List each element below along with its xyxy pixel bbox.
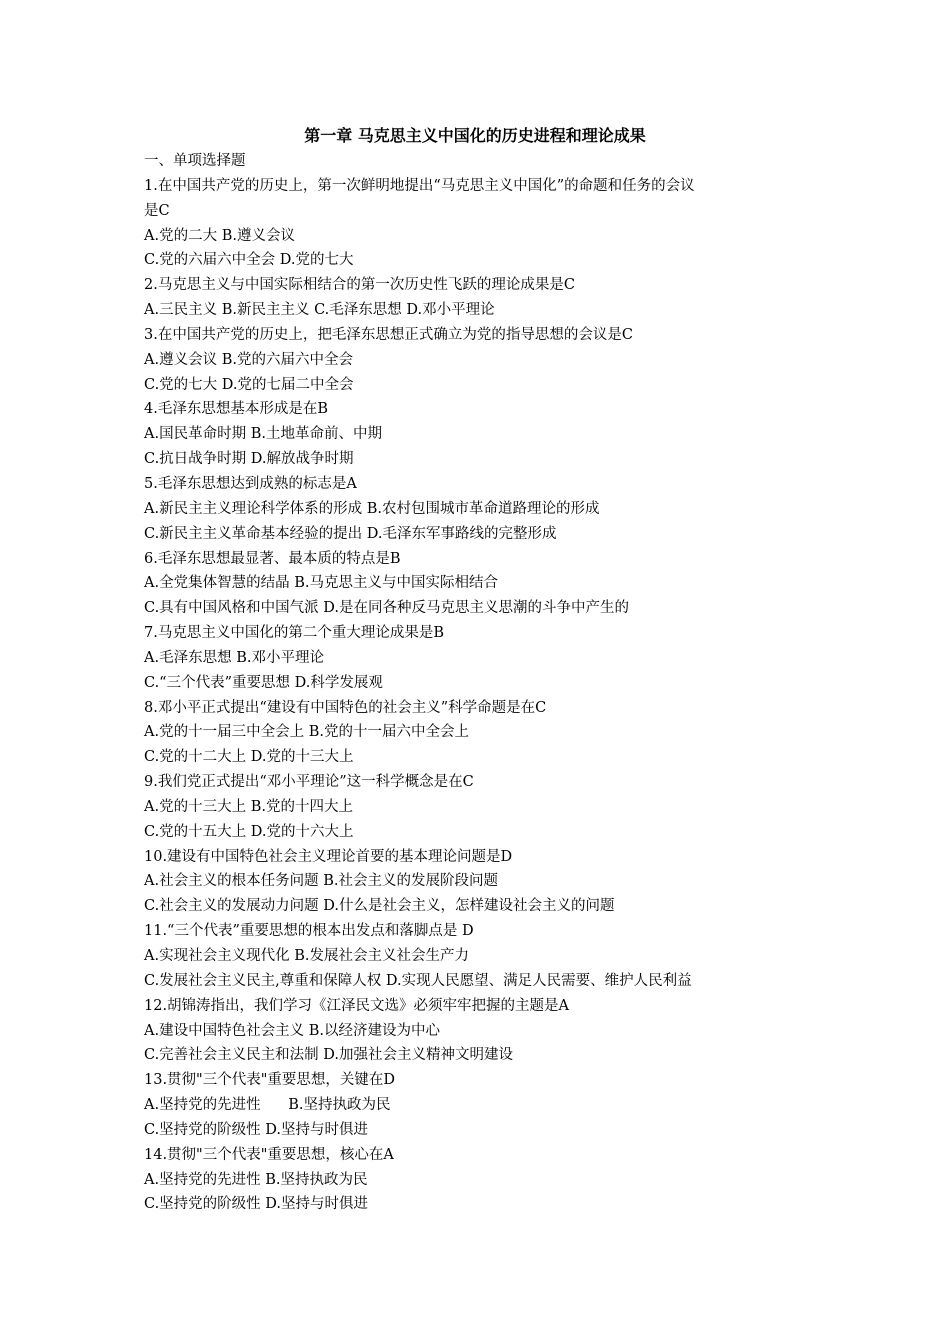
- question-9-options-cd: C.党的十五大上 D.党的十六大上: [144, 823, 354, 840]
- question-12-options-cd: C.完善社会主义民主和法制 D.加强社会主义精神文明建设: [144, 1047, 514, 1064]
- question-8-options-cd: C.党的十二大上 D.党的十三大上: [144, 749, 354, 766]
- question-3-options-ab: A.遵义会议 B.党的六届六中全会: [144, 351, 353, 368]
- question-6-options-ab: A.全党集体智慧的结晶 B.马克思主义与中国实际相结合: [144, 575, 498, 592]
- question-12-options-ab: A.建设中国特色社会主义 B.以经济建设为中心: [144, 1022, 440, 1039]
- question-12: 12.胡锦涛指出，我们学习《江泽民文选》必须牢牢把握的主题是A: [144, 997, 570, 1014]
- question-13: 13.贯彻"三个代表"重要思想，关键在D: [144, 1072, 396, 1089]
- question-4-options-cd: C.抗日战争时期 D.解放战争时期: [144, 451, 354, 468]
- question-11: 11.“三个代表”重要思想的根本出发点和落脚点是 D: [144, 923, 474, 940]
- question-5-options-cd: C.新民主主义革命基本经验的提出 D.毛泽东军事路线的完整形成: [144, 525, 557, 542]
- question-6-options-cd: C.具有中国风格和中国气派 D.是在同各种反马克思主义思潮的斗争中产生的: [144, 600, 630, 617]
- question-8: 8.邓小平正式提出“建设有中国特色的社会主义”科学命题是在C: [144, 699, 547, 716]
- document-body: [144, 149, 824, 1217]
- question-1-options-ab: A.党的二大 B.遵义会议: [144, 227, 295, 244]
- question-14-options-ab: A.坚持党的先进性 B.坚持执政为民: [144, 1171, 368, 1188]
- question-10: 10.建设有中国特色社会主义理论首要的基本理论问题是D: [144, 848, 513, 865]
- question-11-options-ab: A.实现社会主义现代化 B.发展社会主义社会生产力: [144, 948, 469, 964]
- question-10-options-ab: A.社会主义的根本任务问题 B.社会主义的发展阶段问题: [144, 873, 498, 890]
- question-6: 6.毛泽东思想最显著、最本质的特点是B: [144, 550, 401, 567]
- question-14: 14.贯彻"三个代表"重要思想，核心在A: [144, 1146, 394, 1163]
- question-10-options-cd: C.社会主义的发展动力问题 D.什么是社会主义，怎样建设社会主义的问题: [144, 898, 615, 915]
- question-4: 4.毛泽东思想基本形成是在B: [144, 401, 328, 418]
- question-1: 1.在中国共产党的历史上，第一次鲜明地提出“马克思主义中国化”的命题和任务的会议: [144, 177, 695, 194]
- question-13-options-cd: C.坚持党的阶级性 D.坚持与时俱进: [144, 1121, 369, 1138]
- question-2-options: A.三民主义 B.新民主主义 C.毛泽东思想 D.邓小平理论: [144, 302, 495, 319]
- question-9: 9.我们党正式提出“邓小平理论”这一科学概念是在C: [144, 774, 474, 791]
- question-11-options-cd: C.发展社会主义民主,尊重和保障人权 D.实现人民愿望、满足人民需要、维护人民利益: [144, 972, 692, 989]
- question-5-options-ab: A.新民主主义理论科学体系的形成 B.农村包围城市革命道路理论的形成: [144, 500, 600, 517]
- question-1-options-cd: C.党的六届六中全会 D.党的七大: [144, 252, 354, 269]
- question-7: 7.马克思主义中国化的第二个重大理论成果是B: [144, 625, 444, 642]
- question-7-options-ab: A.毛泽东思想 B.邓小平理论: [144, 649, 324, 666]
- section-heading: 一、单项选择题: [144, 153, 246, 169]
- question-13-options-ab: A.坚持党的先进性 B.坚持执政为民: [144, 1097, 391, 1114]
- question-3-options-cd: C.党的七大 D.党的七届二中全会: [144, 376, 354, 393]
- question-14-options-cd: C.坚持党的阶级性 D.坚持与时俱进: [144, 1196, 369, 1213]
- question-2: 2.马克思主义与中国实际相结合的第一次历史性飞跃的理论成果是C: [144, 277, 575, 294]
- question-9-options-ab: A.党的十三大上 B.党的十四大上: [144, 798, 353, 815]
- question-5: 5.毛泽东思想达到成熟的标志是A: [144, 475, 357, 492]
- question-3: 3.在中国共产党的历史上，把毛泽东思想正式确立为党的指导思想的会议是C: [144, 326, 633, 343]
- chapter-title: 第一章 马克思主义中国化的历史进程和理论成果: [304, 126, 646, 145]
- question-8-options-ab: A.党的十一届三中全会上 B.党的十一届六中全会上: [144, 724, 469, 741]
- question-7-options-cd: C.“三个代表”重要思想 D.科学发展观: [144, 674, 383, 691]
- question-1-continued: 是C: [144, 202, 170, 219]
- question-4-options-ab: A.国民革命时期 B.土地革命前、中期: [144, 426, 382, 443]
